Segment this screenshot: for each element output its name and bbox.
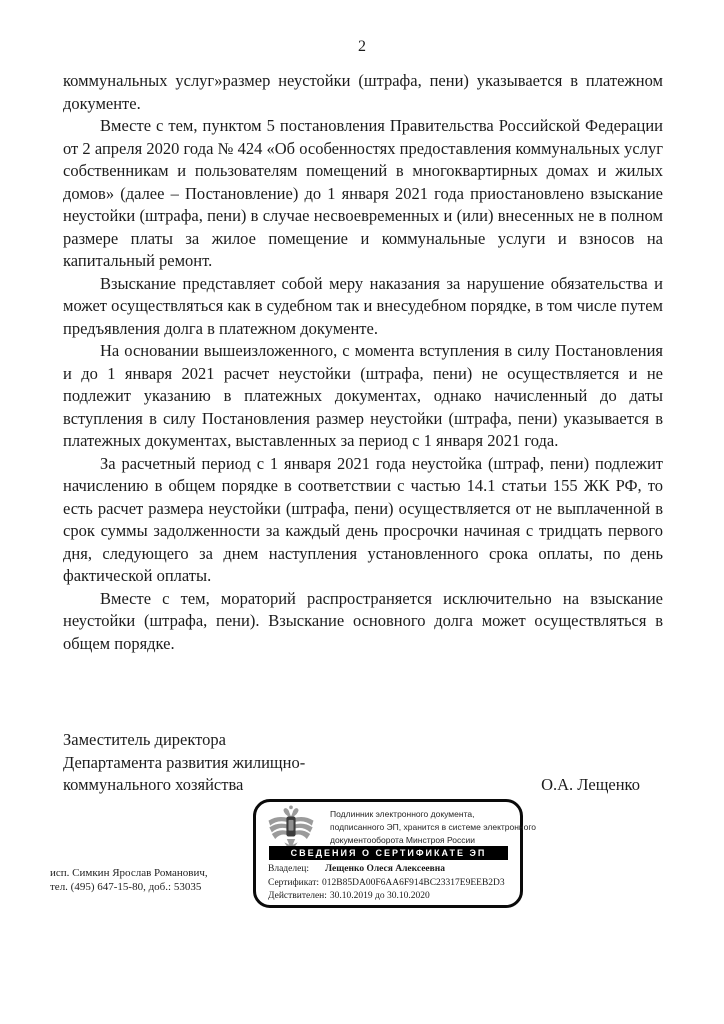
stamp-description [330,808,536,847]
stamp-description-line3: документооборота Минстроя России [330,835,476,845]
body-paragraph-6: Вместе с тем, мораторий распространяется исключительно на взыскание неустойки (штрафа, пени). Взыскание основного долга может осуществляться в общем порядке. [63,588,663,653]
executor-phone: тел. (495) 647-15-80, доб.: 53035 [50,880,202,893]
body-paragraph-3: Взыскание представляет собой меру наказания за нарушение обязательства и может осуществляться как в судебном так и внесудебном порядке, в том числе путем предъявления долга в платежном документе. [63,273,663,338]
signatory-name: О.А. Лещенко [541,775,640,794]
cert-number-value: 012B85DA00F6AA6F914BC23317E9EEB2D3 [322,877,505,888]
signature-block [63,729,640,797]
cert-owner-row [268,863,505,877]
cert-validity-label: Действителен: [268,891,327,901]
cert-validity-row [268,890,505,904]
cert-owner-name: Лещенко Олеся Алексеевна [325,864,445,874]
stamp-certificate-header: СВЕДЕНИЯ О СЕРТИФИКАТЕ ЭП [269,846,508,860]
cert-owner-label: Владелец: [268,864,310,874]
body-paragraph-5: За расчетный период с 1 января 2021 года неустойка (штраф, пени) подлежит начислению в общем порядке в соответствии с частью 14.1 статьи 155 ЖК РФ, то есть расчет размера неустойки (штрафа, пени) осуществляется от не выплаченной в срок суммы задолженности за каждый день просрочки начиная с тридцать первого дня, следующего за днем наступления установленного срока оплаты, по день фактической оплаты. [63,453,663,585]
stamp-description-line1: Подлинник электронного документа, [330,809,475,819]
signatory-position-line3: коммунального хозяйства [63,775,244,794]
stamp-description-line2: подписанного ЭП, хранится в системе электронного [330,822,536,832]
page-number: 2 [358,38,366,55]
signatory-position-line2: Департамента развития жилищно- [63,752,306,772]
body-paragraph-4: На основании вышеизложенного, с момента вступления в силу Постановления и до 1 января 2021 расчет неустойки (штрафа, пени) не осуществляется и не подлежит указанию в платежных документах, однако начисленный до даты вступления в силу Постановления размер неустойки (штрафа, пени) указывается в платежных документах, выставленных за период с 1 января 2021 года. [63,341,663,450]
body-paragraph-2: Вместе с тем, пунктом 5 постановления Правительства Российской Федерации от 2 апреля 2020 года № 424 «Об особенностях предоставления коммунальных услуг собственникам и пользователям помещений в многоквартирных домах и жилых домов» (далее – Постановление) до 1 января 2021 года приостановлено взыскание неустойки (штрафа, пени) в случае несвоевременных и (или) внесенных не в полном размере платы за жилое помещение и коммунальные услуги и взносов на капитальный ремонт. [63,116,663,270]
body-paragraph-1: коммунальных услуг»размер неустойки (штрафа, пени) указывается в платежном документе. [63,71,663,113]
signatory-position-line1: Заместитель директора [63,730,226,749]
esign-stamp [253,799,536,908]
cert-validity-value: 30.10.2019 до 30.10.2020 [329,891,430,901]
cert-number-label: Сертификат: [268,877,320,888]
stamp-certificate-details [268,863,505,904]
executor-info [50,867,260,894]
document-body [63,70,663,655]
cert-number-row [268,877,505,891]
executor-name: исп. Симкин Ярослав Романович, [50,867,208,879]
